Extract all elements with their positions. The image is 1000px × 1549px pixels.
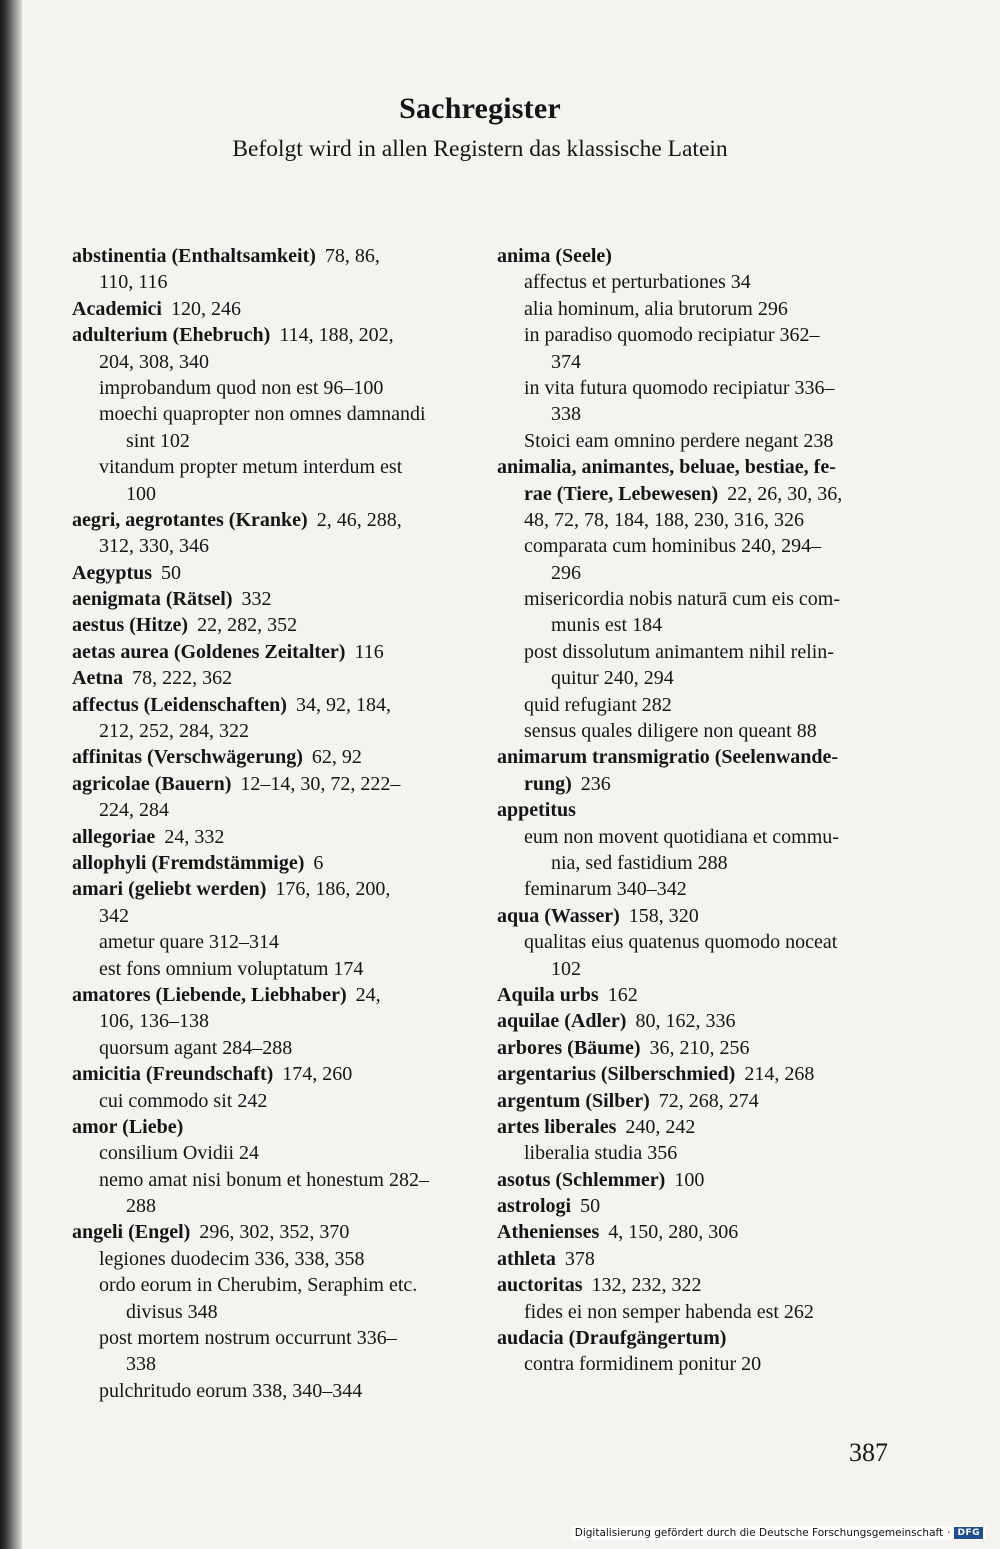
index-term: amatores (Liebende, Liebhaber)	[72, 983, 347, 1006]
index-column-right	[497, 243, 917, 1378]
index-subentry: quid refugiant 282	[524, 693, 672, 716]
index-entry-heading	[72, 982, 477, 1008]
index-entry-heading	[497, 1325, 917, 1351]
page-references: 236	[580, 772, 611, 795]
page-references: 100	[674, 1168, 705, 1191]
index-term: affinitas (Verschwägerung)	[72, 746, 303, 769]
index-term: Aegyptus	[72, 561, 153, 584]
index-subentry-continuation: munis est 184	[551, 614, 663, 637]
index-term: aenigmata (Rätsel)	[72, 588, 233, 611]
page-references: 80, 162, 336	[635, 1010, 736, 1033]
index-subentry: liberalia studia 356	[524, 1142, 678, 1165]
index-entry-heading	[72, 850, 477, 876]
index-entry-continuation: 212, 252, 284, 322	[99, 720, 249, 743]
index-subentry: affectus et perturbationes 34	[524, 271, 751, 294]
index-entry-heading	[497, 1167, 917, 1193]
index-subentry-continuation: 100	[126, 482, 156, 505]
book-gutter-shadow	[0, 0, 22, 1549]
page-references: 176, 186, 200,	[275, 878, 391, 901]
index-term: allophyli (Fremdstämmige)	[72, 851, 305, 874]
page-references: 332	[241, 588, 272, 611]
index-entry-heading	[72, 243, 477, 269]
index-term: Aquila urbs	[497, 983, 599, 1006]
page-references: 50	[580, 1195, 601, 1218]
index-entry-heading	[72, 744, 477, 770]
index-entry-heading	[72, 1114, 477, 1140]
index-entry-heading-continued	[497, 771, 917, 797]
index-subentry: legiones duodecim 336, 338, 358	[99, 1247, 365, 1270]
index-entry-heading	[497, 1193, 917, 1219]
index-term: amor (Liebe)	[72, 1115, 184, 1138]
index-term: agricolae (Bauern)	[72, 772, 232, 795]
page-references: 174, 260	[282, 1063, 353, 1086]
index-entry-heading	[72, 1219, 477, 1245]
page-references: 296, 302, 352, 370	[199, 1221, 350, 1244]
index-entry-heading	[72, 771, 477, 797]
page-references: 72, 268, 274	[658, 1089, 759, 1112]
index-entry-heading	[497, 1272, 917, 1298]
page-references: 22, 282, 352	[197, 614, 298, 637]
index-entry-heading	[72, 876, 477, 902]
index-term: abstinentia (Enthaltsamkeit)	[72, 245, 316, 267]
page-references: 240, 242	[625, 1115, 696, 1138]
index-term: angeli (Engel)	[72, 1221, 191, 1244]
index-entry-heading	[497, 1088, 917, 1114]
page-references: 158, 320	[628, 904, 699, 927]
page-references: 24, 332	[164, 825, 225, 848]
index-term: amari (geliebt werden)	[72, 878, 267, 901]
index-term: artes liberales	[497, 1115, 617, 1138]
index-entry-continuation: 48, 72, 78, 184, 188, 230, 316, 326	[524, 508, 804, 531]
page-references: 78, 86,	[324, 245, 380, 267]
index-term: aestus (Hitze)	[72, 614, 189, 637]
index-entry-heading	[497, 1219, 917, 1245]
page-references: 78, 222, 362	[132, 667, 233, 690]
page-references: 162	[607, 983, 638, 1006]
index-entry-heading	[72, 639, 477, 665]
index-term: affectus (Leidenschaften)	[72, 693, 287, 716]
index-subentry: misericordia nobis naturā cum eis com-	[524, 588, 841, 611]
index-entry-heading	[497, 744, 917, 770]
digitization-footer: Digitalisierung gefördert durch die Deutsche Forschungsgemeinschaft · DFG	[572, 1526, 986, 1540]
page-references: 34, 92, 184,	[295, 693, 391, 716]
index-term: asotus (Schlemmer)	[497, 1168, 666, 1191]
index-term: animalia, animantes, beluae, bestiae, fe-	[497, 456, 836, 479]
index-subentry: feminarum 340–342	[524, 878, 687, 901]
index-subentry: improbandum quod non est 96–100	[99, 376, 384, 399]
index-entry-heading	[497, 243, 917, 269]
index-subentry: eum non movent quotidiana et commu-	[524, 825, 839, 848]
index-subentry: nemo amat nisi bonum et honestum 282–	[99, 1168, 429, 1191]
page-references: 120, 246	[170, 297, 241, 320]
index-term: amicitia (Freundschaft)	[72, 1063, 274, 1086]
index-subentry-continuation: 102	[551, 957, 581, 980]
index-entry-continuation: 312, 330, 346	[99, 535, 209, 558]
index-entry-continuation: 110, 116	[99, 271, 168, 294]
index-term: argentum (Silber)	[497, 1089, 650, 1112]
index-term: adulterium (Ehebruch)	[72, 324, 271, 347]
page-references: 50	[161, 561, 182, 584]
page-subtitle: Befolgt wird in allen Registern das klassische Latein	[232, 136, 728, 162]
page-references: 214, 268	[744, 1063, 815, 1086]
index-subentry-continuation: 288	[126, 1195, 156, 1218]
index-entry-continuation: 204, 308, 340	[99, 350, 209, 373]
index-subentry: Stoici eam omnino perdere negant 238	[524, 429, 834, 452]
page-references: 4, 150, 280, 306	[608, 1221, 739, 1244]
index-term: aquilae (Adler)	[497, 1010, 627, 1033]
page-references: 36, 210, 256	[649, 1036, 750, 1059]
index-entry-heading	[72, 665, 477, 691]
page-references: 12–14, 30, 72, 222–	[240, 772, 401, 795]
index-entry-continuation: 106, 136–138	[99, 1010, 209, 1033]
index-subentry: cui commodo sit 242	[99, 1089, 268, 1112]
index-subentry: pulchritudo eorum 338, 340–344	[99, 1379, 363, 1402]
index-entry-heading	[72, 824, 477, 850]
index-entry-heading	[497, 1114, 917, 1140]
index-term: appetitus	[497, 799, 576, 822]
index-entry-heading	[72, 586, 477, 612]
index-entry-heading	[72, 612, 477, 638]
index-term: audacia (Draufgängertum)	[497, 1327, 727, 1350]
index-term: aetas aurea (Goldenes Zeitalter)	[72, 640, 346, 663]
index-subentry-continuation: 338	[551, 403, 581, 426]
index-subentry: comparata cum hominibus 240, 294–	[524, 535, 822, 558]
index-entry-continuation: 224, 284	[99, 799, 169, 822]
index-entry-heading	[72, 507, 477, 533]
index-subentry: quorsum agant 284–288	[99, 1036, 293, 1059]
index-term: astrologi	[497, 1195, 572, 1218]
index-entry-heading	[72, 296, 477, 322]
index-entry-heading	[72, 322, 477, 348]
index-subentry: qualitas eius quatenus quomodo noceat	[524, 931, 838, 954]
index-subentry: vitandum propter metum interdum est	[99, 456, 403, 479]
page-number: 387	[849, 1438, 888, 1467]
index-subentry: sensus quales diligere non queant 88	[524, 720, 817, 743]
index-subentry: post mortem nostrum occurrunt 336–	[99, 1327, 397, 1350]
index-term: Aetna	[72, 667, 124, 690]
index-term: anima (Seele)	[497, 245, 612, 267]
page-references: 6	[313, 851, 324, 874]
index-entry-heading-continued	[497, 481, 917, 507]
index-subentry: moechi quapropter non omnes damnandi	[99, 403, 426, 426]
index-subentry: in paradiso quomodo recipiatur 362–	[524, 324, 820, 347]
dfg-logo: DFG	[954, 1527, 983, 1539]
page-references: 22, 26, 30, 36,	[727, 482, 843, 505]
index-term: auctoritas	[497, 1274, 583, 1297]
page-references: 2, 46, 288,	[316, 508, 402, 531]
page-references: 114, 188, 202,	[279, 324, 394, 347]
page-references: 132, 232, 322	[591, 1274, 702, 1297]
index-entry-heading	[497, 1008, 917, 1034]
index-entry-heading	[497, 454, 917, 480]
index-subentry-continuation: 338	[126, 1353, 156, 1376]
index-term: aegri, aegrotantes (Kranke)	[72, 508, 308, 531]
index-term: Academici	[72, 297, 162, 320]
index-entry-heading	[72, 692, 477, 718]
index-subentry: ordo eorum in Cherubim, Seraphim etc.	[99, 1274, 418, 1297]
page-references: 62, 92	[311, 746, 362, 769]
index-entry-heading	[497, 1035, 917, 1061]
page-references: 116	[354, 640, 384, 663]
index-subentry: consilium Ovidii 24	[99, 1142, 259, 1165]
footer-text: Digitalisierung gefördert durch die Deutsche Forschungsgemeinschaft	[574, 1527, 944, 1539]
index-entry-heading	[497, 1246, 917, 1272]
index-subentry-continuation: sint 102	[126, 429, 190, 452]
index-subentry: ametur quare 312–314	[99, 931, 279, 954]
index-column-left	[72, 243, 477, 1404]
index-term: rung)	[524, 772, 572, 795]
index-term: arbores (Bäume)	[497, 1036, 641, 1059]
index-entry-heading	[72, 560, 477, 586]
index-subentry: fides ei non semper habenda est 262	[524, 1300, 814, 1323]
index-term: rae (Tiere, Lebewesen)	[524, 482, 719, 505]
index-entry-heading	[497, 797, 917, 823]
index-term: animarum transmigratio (Seelenwande-	[497, 746, 839, 769]
index-subentry: alia hominum, alia brutorum 296	[524, 297, 788, 320]
index-entry-heading	[497, 982, 917, 1008]
index-term: argentarius (Silberschmied)	[497, 1063, 736, 1086]
index-entry-continuation: 342	[99, 904, 129, 927]
index-subentry: post dissolutum animantem nihil relin-	[524, 640, 834, 663]
index-subentry: contra formidinem ponitur 20	[524, 1353, 762, 1376]
index-entry-heading	[72, 1061, 477, 1087]
index-subentry-continuation: quitur 240, 294	[551, 667, 674, 690]
index-subentry: est fons omnium voluptatum 174	[99, 957, 364, 980]
index-term: Athenienses	[497, 1221, 600, 1244]
index-subentry-continuation: nia, sed fastidium 288	[551, 851, 728, 874]
index-entry-heading	[497, 903, 917, 929]
index-term: aqua (Wasser)	[497, 904, 620, 927]
page-title: Sachregister	[399, 92, 561, 125]
index-subentry: in vita futura quomodo recipiatur 336–	[524, 376, 835, 399]
index-subentry-continuation: 374	[551, 350, 581, 373]
index-entry-heading	[497, 1061, 917, 1087]
page-references: 24,	[355, 983, 381, 1006]
index-subentry-continuation: divisus 348	[126, 1300, 218, 1323]
index-term: allegoriae	[72, 825, 156, 848]
page-references: 378	[564, 1247, 595, 1270]
index-term: athleta	[497, 1247, 556, 1270]
index-subentry-continuation: 296	[551, 561, 581, 584]
